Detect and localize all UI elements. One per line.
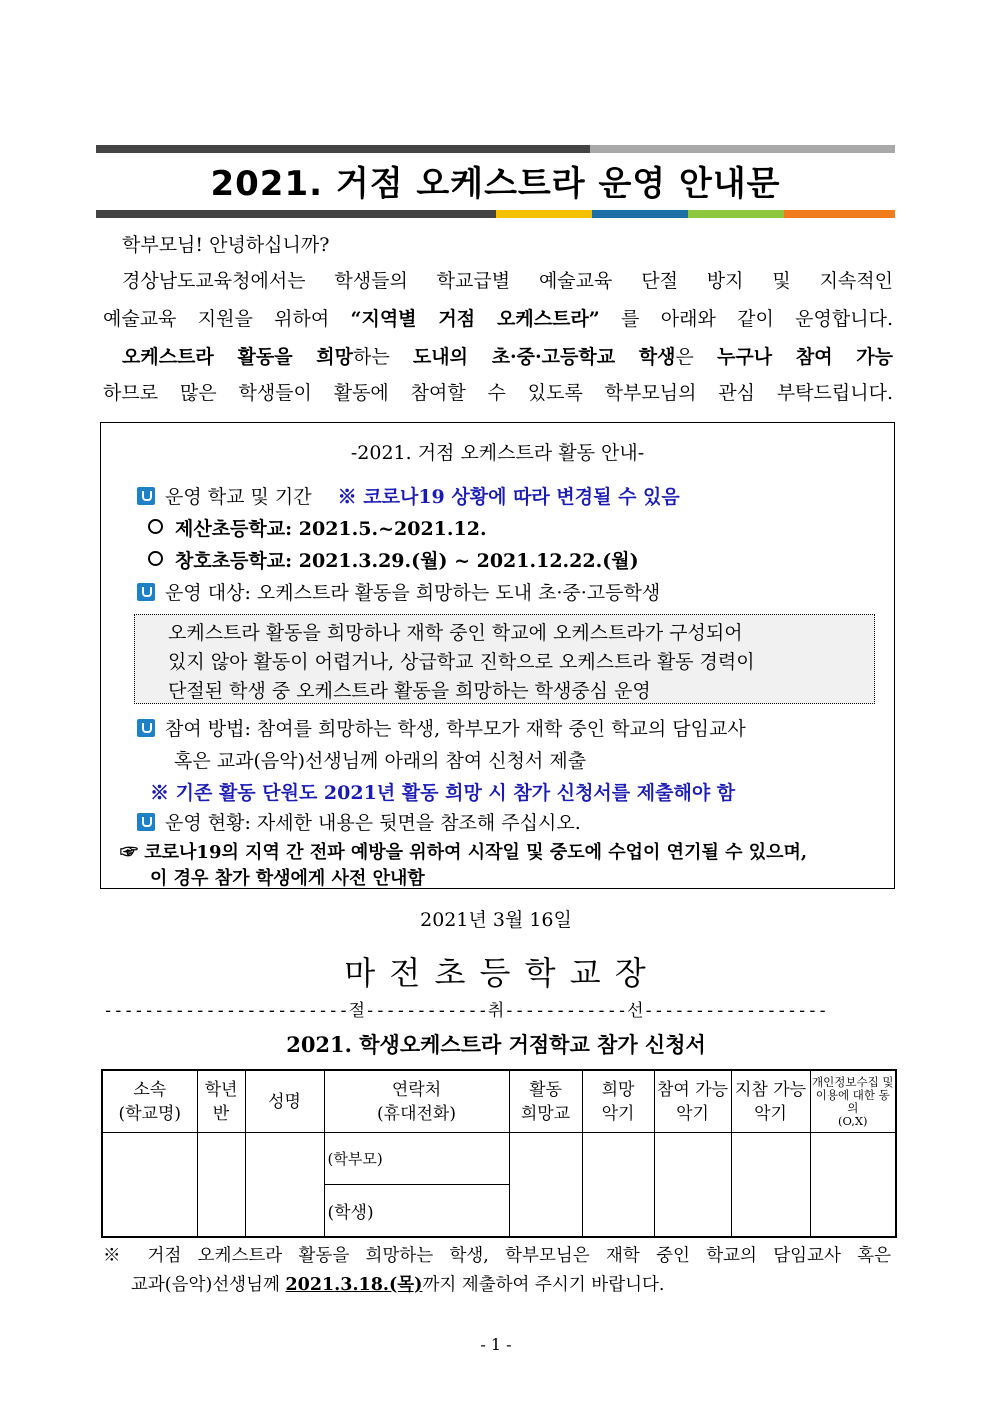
target-note-line: 오케스트라 활동을 희망하나 재학 중인 학교에 오케스트라가 구성되어 — [168, 622, 743, 644]
intro-line-2 — [103, 302, 893, 336]
schedule-note: ※ 코로나19 상황에 따라 변경될 수 있음 — [337, 486, 680, 508]
bar-segment-green — [688, 210, 784, 218]
school-1: 제산초등학교: 2021.5.~2021.12. — [175, 518, 487, 540]
target-note-box — [134, 614, 875, 704]
bar-segment-dark — [96, 210, 496, 218]
method-line-2: 혹은 교과(음악)선생님께 아래의 참여 신청서 제출 — [174, 750, 587, 772]
schedule-label: 운영 학교 및 기간 — [165, 486, 312, 508]
status-row — [137, 808, 581, 835]
principal-signature: 마 전 초 등 학 교 장 — [344, 954, 648, 992]
intro-line-3 — [122, 340, 893, 374]
header-affiliation: 소속 (학교명) — [102, 1070, 197, 1133]
school-2: 창호초등학교: 2021.3.29.(월) ~ 2021.12.22.(월) — [175, 550, 639, 572]
circle-bullet-icon — [148, 519, 163, 534]
page-number: - 1 - — [480, 1335, 512, 1354]
emph-students: 도내의 초·중·고등학교 학생 — [412, 346, 676, 368]
method-note: ※ 기존 활동 단원도 2021년 활동 희망 시 참가 신청서를 제출해야 함 — [150, 782, 736, 804]
covid-line-2: 이 경우 참가 학생에게 사전 안내함 — [150, 868, 425, 889]
title-bar-top-gray — [590, 145, 895, 153]
input-own-instrument[interactable] — [731, 1133, 810, 1237]
method-line-1: 참여 방법: 참여를 희망하는 학생, 학부모가 재학 중인 학교의 담임교사 — [165, 718, 746, 740]
status-text: 운영 현황: 자세한 내용은 뒷면을 참조해 주십시오. — [165, 812, 581, 834]
target-note-line: 있지 않아 활동이 어렵거나, 상급학교 진학으로 오케스트라 활동 경력이 — [168, 651, 755, 673]
input-desired-instrument[interactable] — [582, 1133, 654, 1237]
header-grade-class: 학년 반 — [197, 1070, 245, 1133]
intro-text-1: 하는 — [353, 346, 413, 368]
student-phone-label: (학생) — [327, 1202, 374, 1223]
input-school[interactable] — [509, 1133, 582, 1237]
header-name: 성명 — [245, 1070, 324, 1133]
input-privacy-consent[interactable] — [810, 1133, 896, 1237]
intro-line-2-a: 예술교육 지원을 위하여 — [103, 308, 351, 330]
emph-anyone: 누구나 참여 가능 — [717, 346, 894, 368]
bullet-icon — [137, 487, 155, 505]
input-name[interactable] — [245, 1133, 324, 1237]
page-title: 2021. 거점 오케스트라 운영 안내문 — [210, 164, 781, 204]
header-desired-instrument: 희망 악기 — [582, 1070, 654, 1133]
intro-line-4: 하므로 많은 학생들이 활동에 참여할 수 있도록 학부모님의 관심 부탁드립니다. — [103, 382, 893, 404]
form-row-parent — [102, 1133, 896, 1185]
application-form-table — [101, 1069, 897, 1238]
covid-line-1: ☞ 코로나19의 지역 간 전파 예방을 위하여 시작일 및 중도에 수업이 연기될 수 있으며, — [120, 842, 808, 863]
title-bar-top — [96, 145, 895, 153]
schedule-row — [137, 482, 680, 509]
header-privacy-consent: 개인정보수집 및 이용에 대한 동의 (O,X) — [810, 1070, 896, 1133]
footer-note-text: 교과(음악)선생님께 — [131, 1275, 286, 1295]
intro-text-2: 은 — [675, 346, 718, 368]
bullet-icon — [137, 813, 155, 831]
bar-segment-orange — [784, 210, 895, 218]
cut-line: ------------------------절------------취------------선------------------ — [103, 1001, 828, 1021]
title-bar-bottom — [96, 210, 895, 218]
circle-bullet-icon — [148, 551, 163, 566]
footer-note-line-2 — [131, 1271, 664, 1296]
issue-date: 2021년 3월 16일 — [420, 909, 572, 931]
emph-hope: 오케스트라 활동을 희망 — [122, 346, 354, 368]
school-2-row — [148, 546, 639, 573]
info-heading: -2021. 거점 오케스트라 활동 안내- — [350, 442, 645, 464]
header-school: 활동 희망교 — [509, 1070, 582, 1133]
input-student-phone[interactable] — [324, 1185, 509, 1237]
school-1-row — [148, 514, 487, 541]
greeting: 학부모님! 안녕하십니까? — [122, 234, 330, 256]
parent-phone-label: (학부모) — [327, 1150, 383, 1168]
target-note-line: 단절된 학생 중 오케스트라 활동을 희망하는 학생중심 운영 — [168, 680, 651, 702]
intro-line-1: 경상남도교육청에서는 학생들의 학교급별 예술교육 단절 방지 및 지속적인 — [122, 270, 893, 292]
footer-note-text-end: 까지 제출하여 주시기 바랍니다. — [422, 1275, 665, 1295]
footer-note-line-1: ※ 거점 오케스트라 활동을 희망하는 학생, 학부모님은 재학 중인 학교의 담임교사 혹은 — [103, 1246, 891, 1266]
input-parent-phone[interactable] — [324, 1133, 509, 1185]
bullet-icon — [137, 583, 155, 601]
submission-deadline: 2021.3.18.(목) — [285, 1275, 423, 1295]
input-affiliation[interactable] — [102, 1133, 197, 1237]
target-text: 운영 대상: 오케스트라 활동을 희망하는 도내 초·중·고등학생 — [165, 582, 661, 604]
bar-segment-blue — [592, 210, 688, 218]
intro-line-2-c: 를 아래와 같이 운영합니다. — [599, 308, 893, 330]
header-contact: 연락처 (휴대전화) — [324, 1070, 509, 1133]
title-bar-top-dark — [96, 145, 590, 153]
header-own-instrument: 지참 가능 악기 — [731, 1070, 810, 1133]
input-grade-class[interactable] — [197, 1133, 245, 1237]
target-row — [137, 578, 660, 605]
input-playable-instrument[interactable] — [654, 1133, 731, 1237]
bullet-icon — [137, 719, 155, 737]
program-name: “지역별 거점 오케스트라” — [350, 308, 600, 330]
form-title: 2021. 학생오케스트라 거점학교 참가 신청서 — [286, 1032, 706, 1057]
bar-segment-yellow — [496, 210, 592, 218]
header-playable-instrument: 참여 가능 악기 — [654, 1070, 731, 1133]
form-header-row — [102, 1070, 896, 1133]
method-row — [137, 714, 746, 741]
